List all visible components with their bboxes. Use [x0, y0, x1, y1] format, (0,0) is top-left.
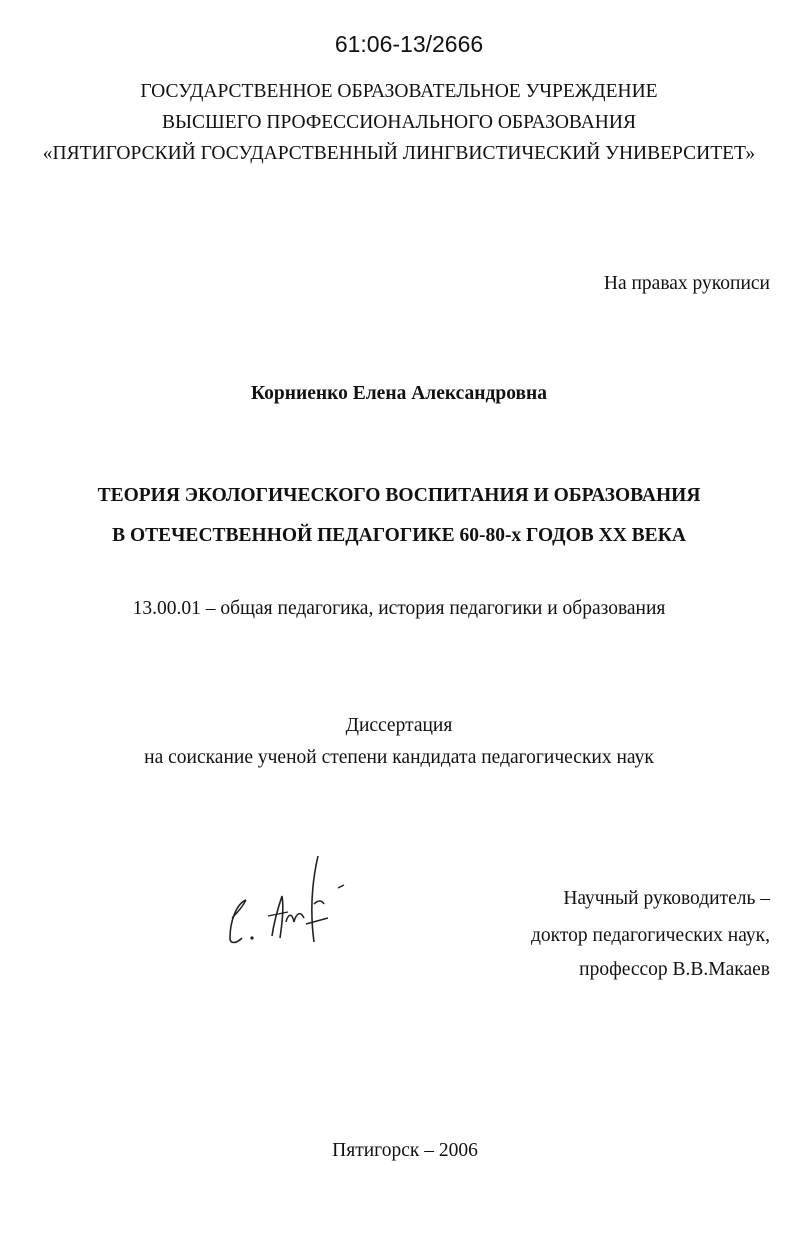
supervisor-line-1: Научный руководитель –	[563, 888, 770, 909]
author-signature	[222, 852, 352, 952]
supervisor-line-3: профессор В.В.Макаев	[579, 959, 770, 980]
degree: на соискание ученой степени кандидата педагогических наук	[144, 747, 654, 768]
institution-line-1: ГОСУДАРСТВЕННОЕ ОБРАЗОВАТЕЛЬНОЕ УЧРЕЖДЕНИЕ	[140, 81, 658, 102]
author-name: Корниенко Елена Александровна	[251, 383, 547, 404]
institution-line-2: ВЫСШЕГО ПРОФЕССИОНАЛЬНОГО ОБРАЗОВАНИЯ	[162, 112, 636, 133]
title-line-1: ТЕОРИЯ ЭКОЛОГИЧЕСКОГО ВОСПИТАНИЯ И ОБРАЗОВАНИЯ	[97, 485, 701, 506]
title-line-2: В ОТЕЧЕСТВЕННОЙ ПЕДАГОГИКЕ 60-80-х ГОДОВ XX ВЕКА	[112, 525, 686, 546]
city-year: Пятигорск – 2006	[332, 1140, 478, 1161]
work-type: Диссертация	[345, 715, 453, 736]
institution-line-3: «ПЯТИГОРСКИЙ ГОСУДАРСТВЕННЫЙ ЛИНГВИСТИЧЕСКИЙ УНИВЕРСИТЕТ»	[42, 143, 756, 164]
supervisor-line-2: доктор педагогических наук,	[531, 925, 770, 946]
manuscript-note: На правах рукописи	[603, 273, 770, 294]
specialty: 13.00.01 – общая педагогика, история педагогики и образования	[132, 598, 666, 619]
registry-number: 61:06-13/2666	[334, 31, 484, 57]
